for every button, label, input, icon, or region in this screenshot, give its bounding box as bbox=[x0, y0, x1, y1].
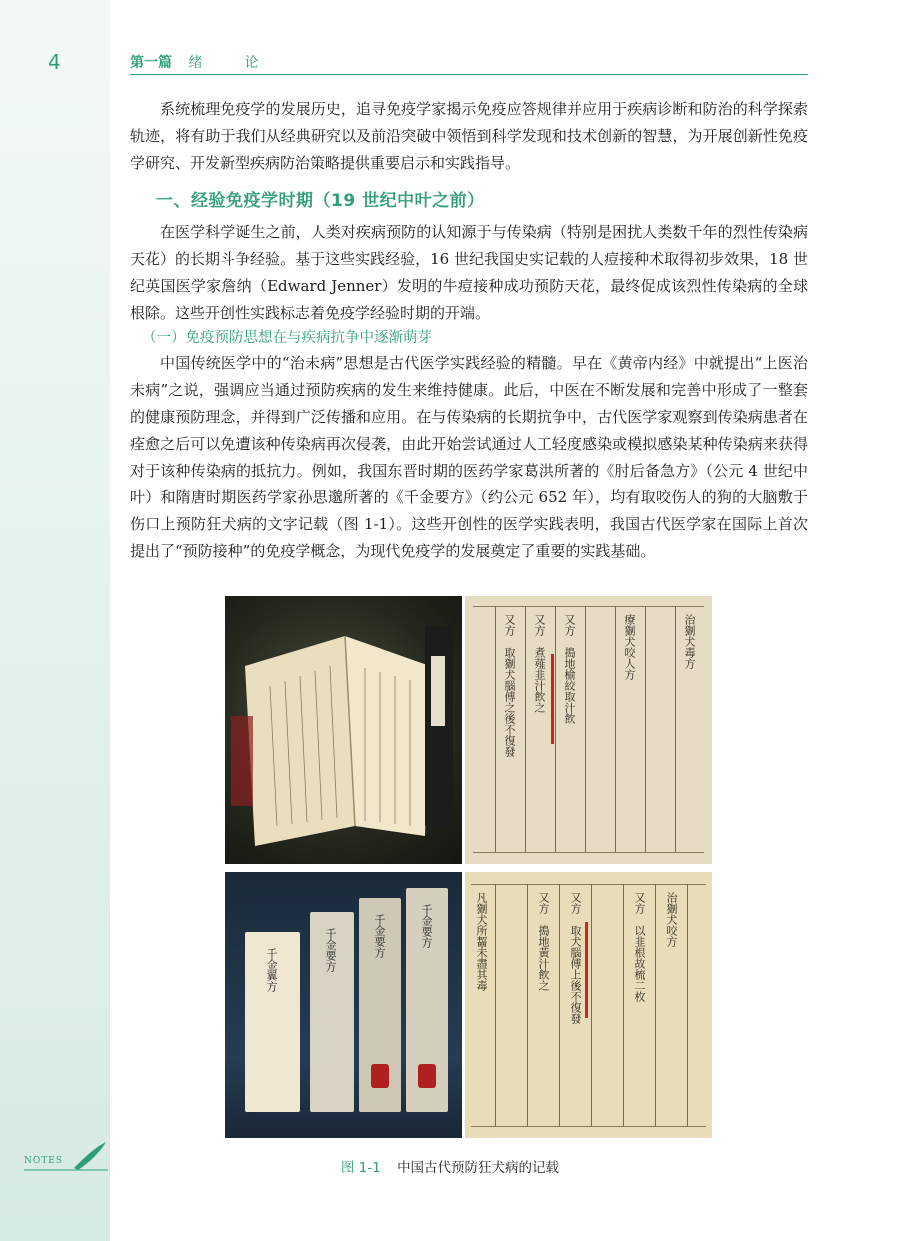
text-column: 凡猘犬所齧未盡其毒 bbox=[475, 892, 488, 991]
logo-text: NOTES bbox=[24, 1156, 63, 1166]
subsection-paragraph: 中国传统医学中的“治未病”思想是古代医学实践经验的精髓。早在《黄帝内经》中就提出“上医治未病”之说，强调应当通过预防疾病的发生来维持健康。此后，中医在不断发展和完善中形成了一整套的健康预防理念，并得到广泛传播和应用。在与传染病的长期抗争中，古代医学家观察到传染病患者在痊愈之后可以免遭该种传染病再次侵袭，由此开始尝试通过人工轻度感染或模拟感染某种传染病来获得对于该种传染病的抵抗力。例如，我国东晋时期的医药学家葛洪所著的《肘后备急方》（公元 4 世纪中叶）和隋唐时期医药学家孙思邈所著的《千金要方》（约公元 652 年），均有取咬伤人的狗的大脑敷于伤口上预防狂犬病的文字记载（图 1-1）。这些开创性的医学实践表明，我国古代医学家在国际上首次提出了“预防接种”的免疫学概念，为现代免疫学的发展奠定了重要的实践基础。 bbox=[130, 354, 808, 560]
book-title: 千金要方 bbox=[373, 914, 386, 958]
book-volume bbox=[359, 898, 401, 1112]
book-title: 千金要方 bbox=[324, 928, 337, 972]
open-book-illustration bbox=[225, 596, 462, 864]
figure-label: 图 1-1 bbox=[340, 1160, 381, 1176]
scan-text-page-1 bbox=[465, 596, 712, 864]
highlight-mark bbox=[551, 654, 554, 744]
book-title: 千金翼方 bbox=[265, 948, 278, 992]
header-chapter: 绪 论 bbox=[188, 55, 273, 71]
section-heading: 一、经验免疫学时期（19 世纪中叶之前） bbox=[156, 191, 485, 212]
book-title: 千金要方 bbox=[420, 904, 433, 948]
figure-1-1 bbox=[225, 596, 712, 1144]
text-column: 療猘犬咬人方 bbox=[623, 614, 636, 680]
intro-paragraph: 系统梳理免疫学的发展历史，追寻免疫学家揭示免疫应答规律并应用于疾病诊断和防治的科学探索轨迹，将有助于我们从经典研究以及前沿突破中领悟到科学发现和技术创新的智慧，为开展创新性免疫学研究、开发新型疾病防治策略提供重要启示和实践指导。 bbox=[130, 100, 808, 172]
header-part: 第一篇 bbox=[130, 55, 172, 71]
book-volume bbox=[406, 888, 448, 1112]
body-text bbox=[130, 96, 808, 565]
scan-text-page-2 bbox=[465, 872, 712, 1138]
photo-book-volumes bbox=[225, 872, 462, 1138]
text-column: 又方 搗地榆絞取汁飲 bbox=[563, 614, 576, 724]
running-header bbox=[130, 52, 808, 75]
highlight-mark bbox=[585, 922, 588, 1018]
book-volume bbox=[245, 932, 300, 1112]
book-volume bbox=[310, 912, 354, 1112]
text-column: 治猘犬咬方 bbox=[665, 892, 678, 947]
text-column: 又方 以韭根故梳二枚 bbox=[633, 892, 646, 1002]
section-paragraph: 在医学科学诞生之前，人类对疾病预防的认知源于与传染病（特别是困扰人类数千年的烈性传染病天花）的长期斗争经验。基于这些实践经验，16 世纪我国史实记载的人痘接种术取得初步效果，18 世纪英国医学家詹纳（Edward Jenner）发明的牛痘接种成功预防天花，最终促成该烈性传染病的全球根除。这些开创性实践标志着免疫学经验时期的开端。 bbox=[130, 223, 808, 322]
text-column: 又方 搗地黃汁飲之 bbox=[537, 892, 550, 991]
figure-caption-text: 中国古代预防狂犬病的记载 bbox=[397, 1160, 560, 1176]
text-column: 治猘犬毒方 bbox=[683, 614, 696, 669]
text-column: 又方 取猘犬腦傅之後不復發 bbox=[503, 614, 516, 757]
side-strip bbox=[0, 0, 110, 1241]
page-number: 4 bbox=[48, 50, 61, 74]
text-column: 又方 煮薤韭汁飲之 bbox=[533, 614, 546, 713]
subsection-heading: （一）免疫预防思想在与疾病抗争中逐渐萌芽 bbox=[142, 330, 432, 347]
notes-logo bbox=[24, 1140, 110, 1174]
text-column: 又方 取犬腦傅上後不復發 bbox=[569, 892, 582, 1024]
figure-caption bbox=[0, 1156, 900, 1176]
photo-open-book bbox=[225, 596, 462, 864]
